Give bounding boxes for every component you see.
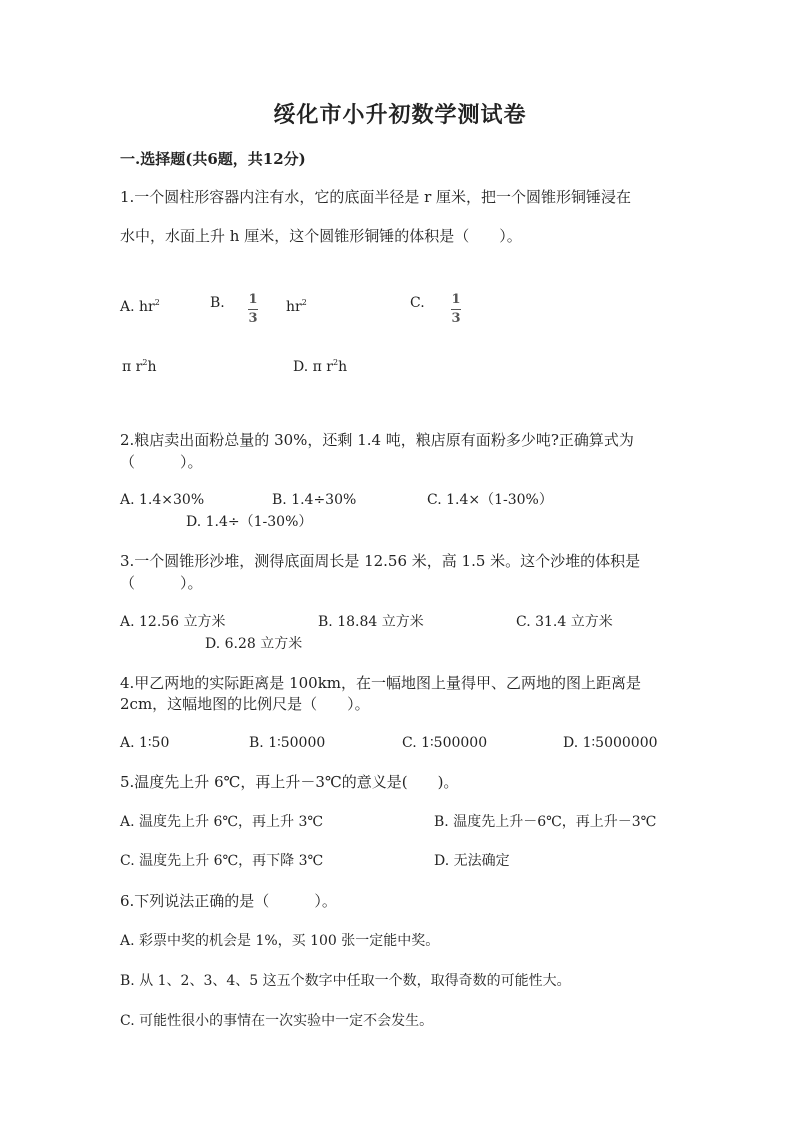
question-5-option-c: C. 温度先上升 6℃，再下降 3℃ (120, 853, 324, 869)
question-6-option-a: A. 彩票中奖的机会是 1%，买 100 张一定能中奖。 (120, 933, 440, 949)
question-6-option-c: C. 可能性很小的事情在一次实验中一定不会发生。 (120, 1013, 434, 1029)
question-1-option-b-label: B. (210, 295, 225, 311)
question-4-line-1: 4.甲乙两地的实际距离是 100km，在一幅地图上量得甲、乙两地的图上距离是 (120, 674, 642, 692)
question-3-option-d: D. 6.28 立方米 (205, 636, 303, 652)
question-4-option-d: D. 1∶5000000 (563, 735, 658, 751)
question-1-line-2: 水中，水面上升 h 厘米，这个圆锥形铜锤的体积是（ ）。 (120, 227, 522, 245)
question-1-option-a: A. $hr^2$ (120, 298, 160, 315)
question-1-line-1: 1.一个圆柱形容器内注有水，它的底面半径是 r 厘米，把一个圆锥形铜锤浸在 (120, 188, 632, 206)
question-2-line-2: （ ）。 (120, 453, 203, 471)
question-4-line-2: 2cm，这幅地图的比例尺是（ ）。 (120, 695, 370, 713)
question-6-line-1: 6.下列说法正确的是（ ）。 (120, 892, 337, 910)
question-3-option-c: C. 31.4 立方米 (516, 614, 613, 630)
question-4-option-a: A. 1∶50 (120, 735, 170, 751)
question-5-line-1: 5.温度先上升 6℃，再上升－3℃的意义是( )。 (120, 773, 459, 791)
question-4-option-c: C. 1∶500000 (402, 735, 488, 751)
question-5-option-a: A. 温度先上升 6℃，再上升 3℃ (120, 814, 324, 830)
question-5-option-d: D. 无法确定 (434, 853, 510, 869)
question-5-option-b: B. 温度先上升－6℃，再上升－3℃ (434, 814, 657, 830)
question-2-option-c: C. 1.4×（1-30%） (427, 492, 553, 508)
question-1-option-c-fraction: $\frac{1}{3}$ (451, 292, 461, 326)
question-3-line-1: 3.一个圆锥形沙堆，测得底面周长是 12.56 米，高 1.5 米。这个沙堆的体积是 (120, 552, 641, 570)
question-1-option-d: D. π $r^2h$ (293, 358, 348, 375)
question-6-option-b: B. 从 1、2、3、4、5 这五个数字中任取一个数，取得奇数的可能性大。 (120, 973, 571, 989)
page-title: 绥化市小升初数学测试卷 (273, 102, 527, 128)
question-1-option-c-text: π $r^2h$ (122, 358, 157, 375)
question-3-line-2: （ ）。 (120, 574, 203, 592)
question-1-option-c-label: C. (410, 295, 425, 311)
section-heading: 一.选择题(共6题，共12分) (120, 150, 306, 168)
question-1-option-b-fraction: $\frac{1}{3}$ (248, 292, 258, 326)
question-4-option-b: B. 1∶50000 (249, 735, 326, 751)
question-3-option-a: A. 12.56 立方米 (120, 614, 226, 630)
question-2-line-1: 2.粮店卖出面粉总量的 30%，还剩 1.4 吨，粮店原有面粉多少吨?正确算式为 (120, 431, 634, 449)
question-2-option-b: B. 1.4÷30% (272, 492, 357, 508)
question-1-option-b-text: $hr^2$ (286, 298, 307, 315)
question-2-option-a: A. 1.4×30% (120, 492, 205, 508)
question-2-option-d: D. 1.4÷（1-30%） (186, 514, 313, 530)
question-3-option-b: B. 18.84 立方米 (318, 614, 424, 630)
